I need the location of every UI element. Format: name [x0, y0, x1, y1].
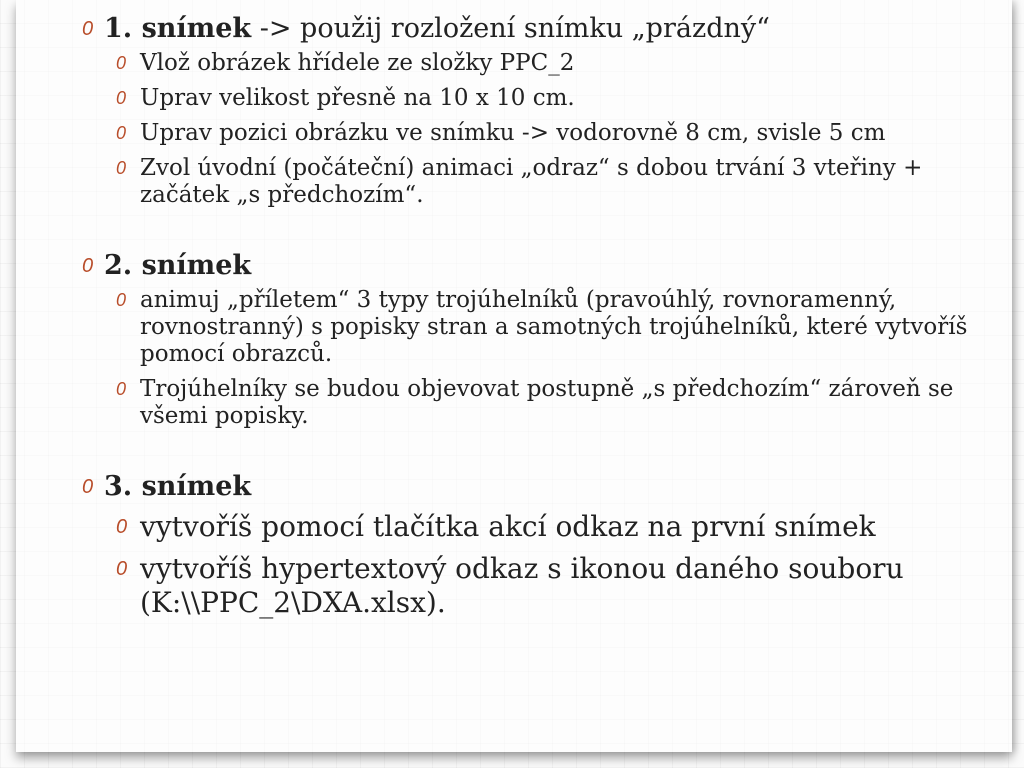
section-3-item-1	[82, 510, 1012, 544]
bullet-icon: 0	[116, 123, 127, 143]
list-item-text: vytvoříš pomocí tlačítka akcí odkaz na první snímek	[140, 510, 876, 543]
section-3-heading	[82, 470, 1012, 504]
section-1-item-4	[82, 155, 1012, 209]
bullet-icon: 0	[116, 516, 128, 538]
list-item-text: Trojúhelníky se budou objevovat postupně „s předchozím“ zároveň se všemi popisky.	[140, 376, 954, 429]
bullet-icon: 0	[82, 255, 94, 277]
section-1-subtitle: -> použij rozložení snímku „prázdný“	[251, 13, 770, 44]
bullet-icon: 0	[116, 88, 127, 108]
bullet-icon: 0	[116, 379, 127, 399]
bullet-icon: 0	[116, 53, 127, 73]
slide-content	[82, 12, 1012, 620]
section-1-item-3	[82, 120, 1012, 147]
section-2-item-1	[82, 287, 1012, 368]
section-1-item-2	[82, 85, 1012, 112]
section-3-title: 3. snímek	[104, 471, 252, 502]
bullet-icon: 0	[116, 158, 127, 178]
list-item-text: animuj „příletem“ 3 typy trojúhelníků (pravoúhlý, rovnoramenný, rovnostranný) s popisky stran a samotných trojúhelníků, které vytvoříš pomocí obrazců.	[140, 287, 968, 367]
section-2-heading	[82, 249, 1012, 283]
bullet-icon: 0	[116, 290, 127, 310]
section-2-item-2	[82, 376, 1012, 430]
list-item-text: vytvoříš hypertextový odkaz s ikonou daného souboru (K:\\PPC_2\DXA.xlsx).	[140, 552, 904, 619]
slide-paper	[16, 0, 1012, 752]
list-item-text: Uprav velikost přesně na 10 x 10 cm.	[140, 85, 575, 111]
bullet-icon: 0	[82, 476, 94, 498]
section-2-title: 2. snímek	[104, 250, 252, 281]
list-item-text: Zvol úvodní (počáteční) animaci „odraz“ s dobou trvání 3 vteřiny + začátek „s předchozím“.	[140, 155, 923, 208]
section-1-title: 1. snímek	[104, 13, 252, 44]
section-3-item-2	[82, 552, 1012, 620]
bullet-icon: 0	[116, 558, 128, 580]
section-1-item-1	[82, 50, 1012, 77]
section-1-heading	[82, 12, 1012, 46]
list-item-text: Uprav pozici obrázku ve snímku -> vodorovně 8 cm, svisle 5 cm	[140, 120, 886, 146]
bullet-icon: 0	[82, 18, 94, 40]
list-item-text: Vlož obrázek hřídele ze složky PPC_2	[140, 50, 575, 76]
